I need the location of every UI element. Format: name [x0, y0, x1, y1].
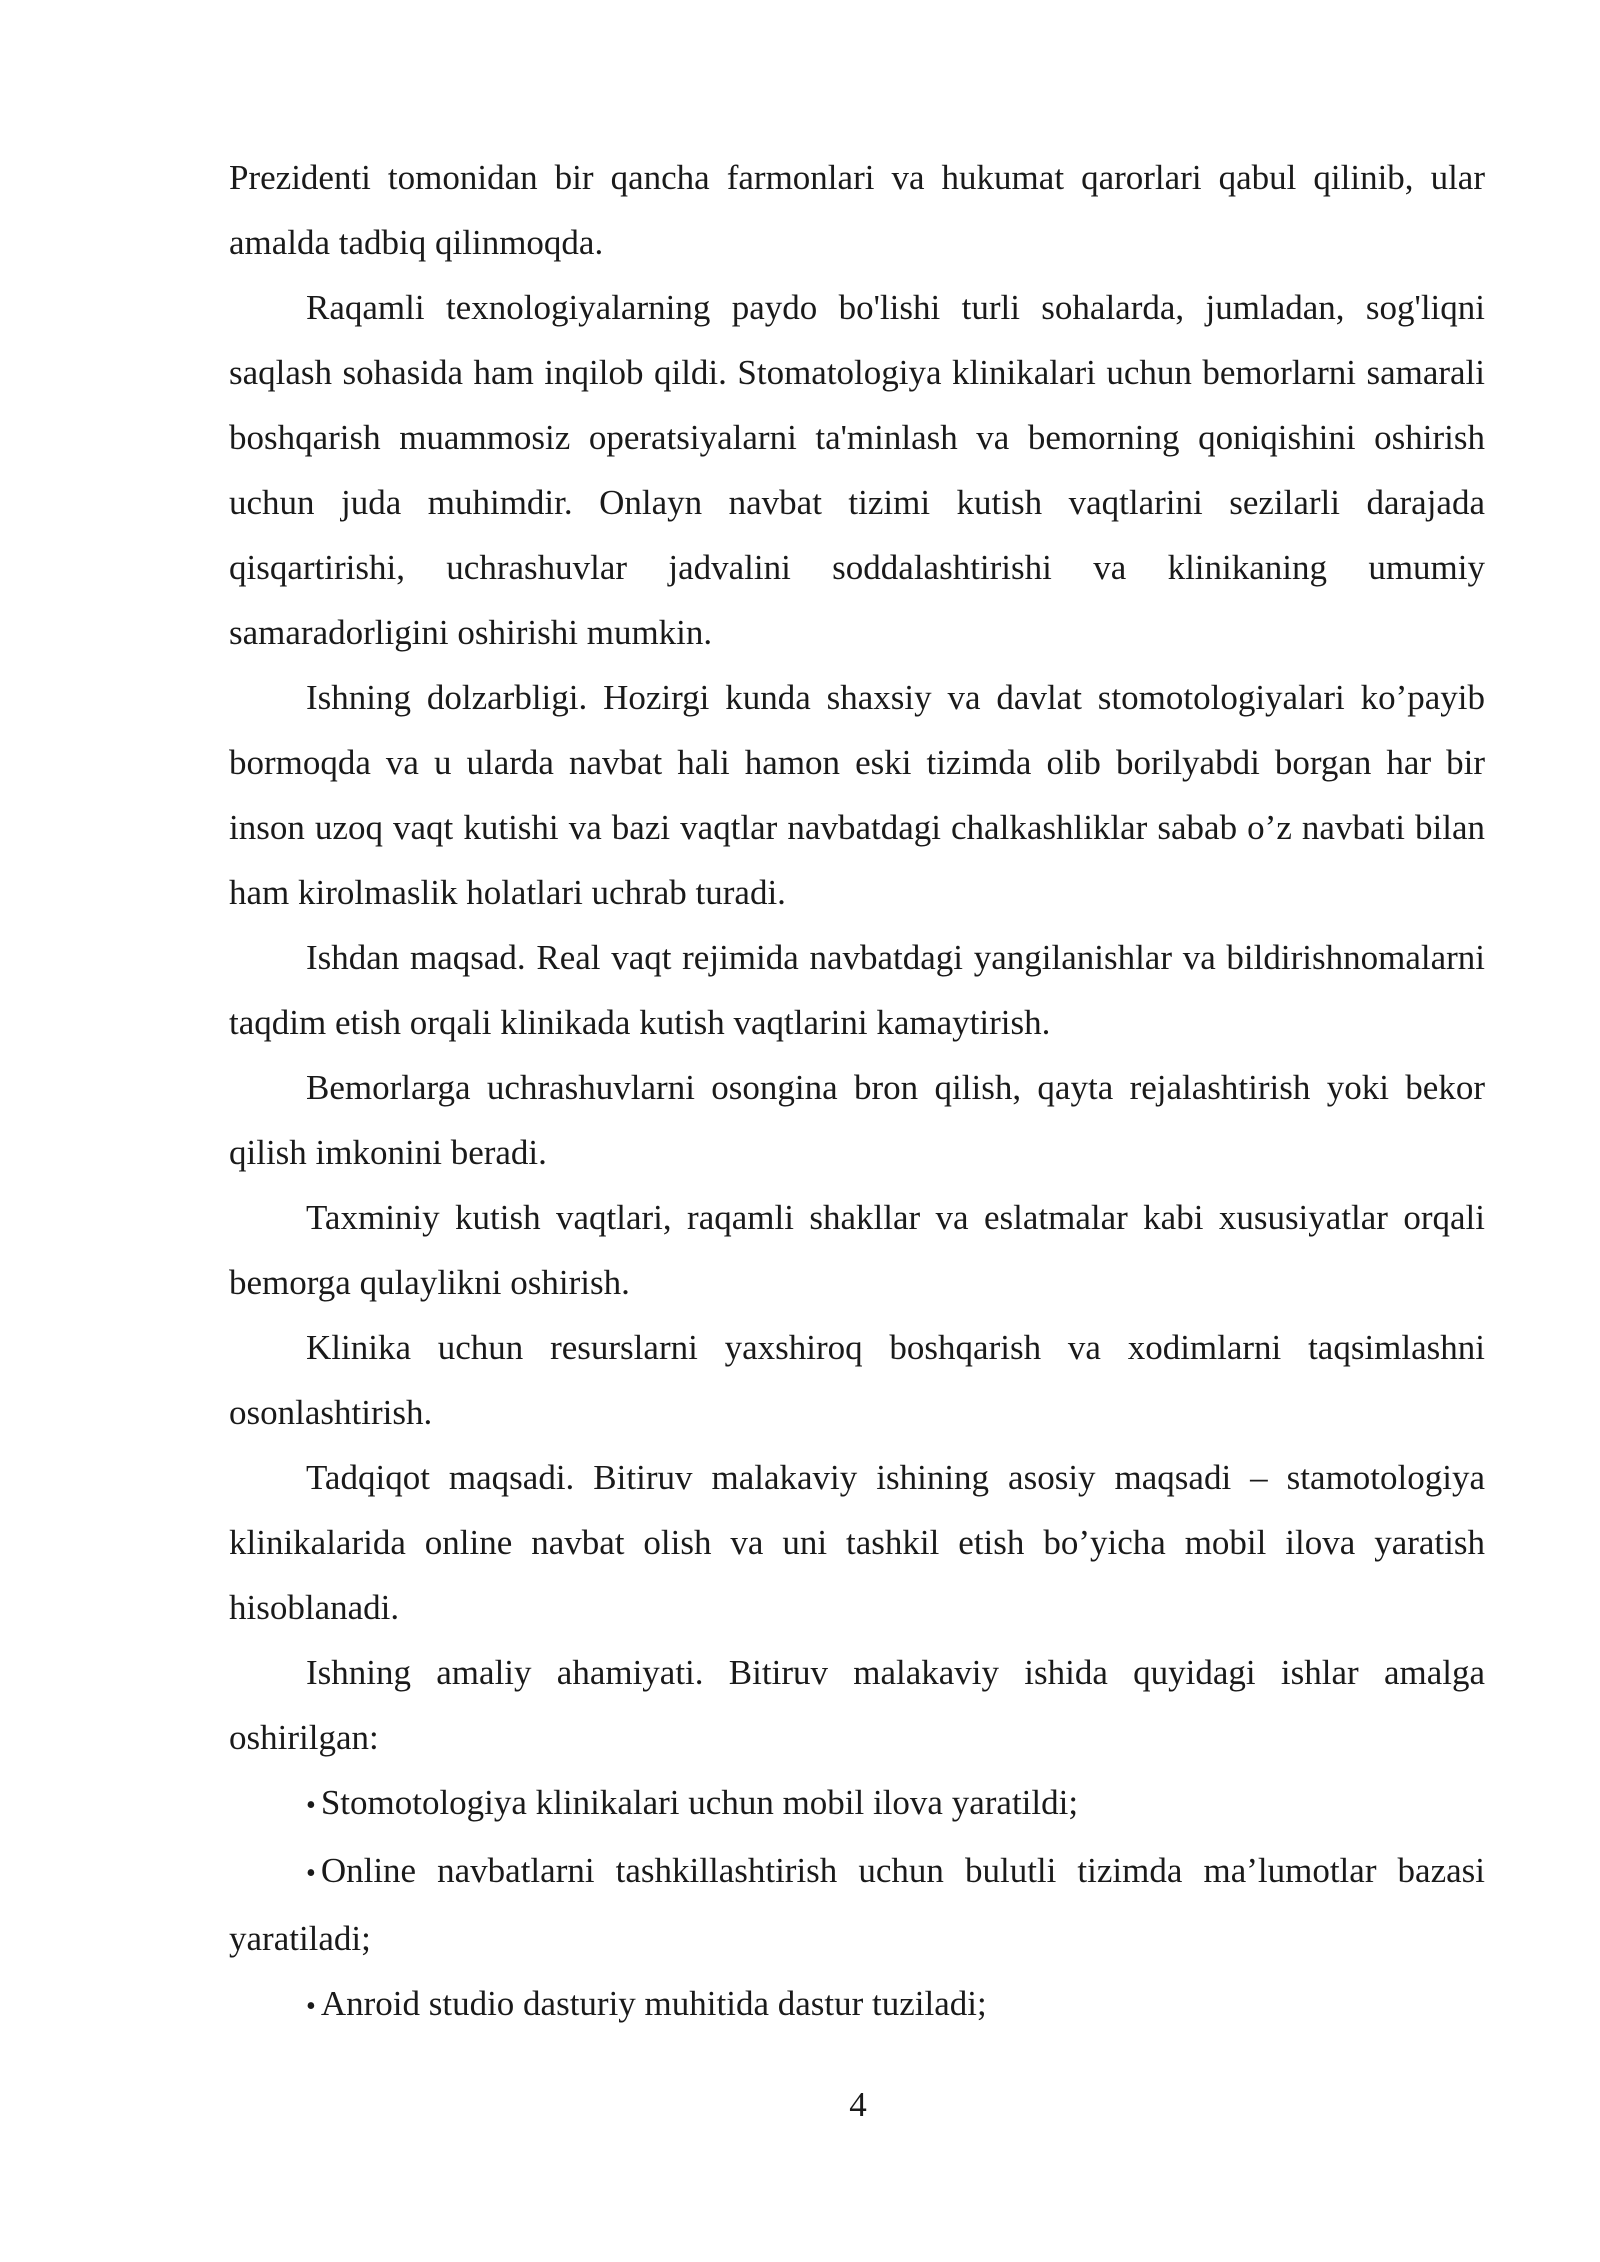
- bullet-icon: •: [306, 1991, 316, 2022]
- bullet-icon: •: [306, 1790, 316, 1821]
- paragraph-research-goal: Tadqiqot maqsadi. Bitiruv malakaviy ishining asosiy maqsadi – stamotologiya klinikalarida online navbat olish va uni tashkil etish bo’yicha mobil ilova yaratish hisoblanadi.: [229, 1458, 1485, 1627]
- paragraph-booking: Bemorlarga uchrashuvlarni osongina bron qilish, qayta rejalashtirish yoki bekor qilish imkonini beradi.: [229, 1068, 1485, 1172]
- page-number: 4: [849, 2085, 867, 2124]
- paragraph-practical-significance: Ishning amaliy ahamiyati. Bitiruv malakaviy ishida quyidagi ishlar amalga oshirilgan:: [229, 1653, 1485, 1757]
- paragraph-goal: Ishdan maqsad. Real vaqt rejimida navbatdagi yangilanishlar va bildirishnomalarni taqdim etish orqali klinikada kutish vaqtlarini kamaytirish.: [229, 938, 1485, 1042]
- paragraph-relevance: Ishning dolzarbligi. Hozirgi kunda shaxsiy va davlat stomotologiyalari ko’payib bormoqda va u ularda navbat hali hamon eski tizimda olib borilyabdi borgan har bir inson uzoq vaqt kutishi va bazi vaqtlar navbatdagi chalkashliklar sabab o’z navbati bilan ham kirolmaslik holatlari uchrab turadi.: [229, 678, 1485, 912]
- bullet-item: [229, 1838, 1485, 1971]
- bullet-icon: •: [306, 1858, 316, 1889]
- bullet-item: [229, 1971, 1485, 2039]
- body-text: [229, 145, 1485, 2039]
- bullet-item: [229, 1770, 1485, 1838]
- paragraph-continuation: Prezidenti tomonidan bir qancha farmonlari va hukumat qarorlari qabul qilinib, ular amalda tadbiq qilinmoqda.: [229, 158, 1485, 262]
- bullet-text: Online navbatlarni tashkillashtirish uchun bulutli tizimda ma’lumotlar bazasi yaratiladi;: [229, 1851, 1485, 1958]
- bullet-text: Stomotologiya klinikalari uchun mobil ilova yaratildi;: [320, 1783, 1079, 1822]
- paragraph-digital-technologies: Raqamli texnologiyalarning paydo bo'lishi turli sohalarda, jumladan, sog'liqni saqlash sohasida ham inqilob qildi. Stomatologiya klinikalari uchun bemorlarni samarali boshqarish muammosiz operatsiyalarni ta'minlash va bemorning qoniqishini oshirish uchun juda muhimdir. Onlayn navbat tizimi kutish vaqtlarini sezilarli darajada qisqartirishi, uchrashuvlar jadvalini soddalashtirishi va klinikaning umumiy samaradorligini oshirishi mumkin.: [229, 288, 1485, 652]
- bullet-text: Anroid studio dasturiy muhitida dastur tuziladi;: [320, 1984, 987, 2023]
- paragraph-convenience: Taxminiy kutish vaqtlari, raqamli shakllar va eslatmalar kabi xususiyatlar orqali bemorga qulaylikni oshirish.: [229, 1198, 1485, 1302]
- paragraph-resources: Klinika uchun resurslarni yaxshiroq boshqarish va xodimlarni taqsimlashni osonlashtirish.: [229, 1328, 1485, 1432]
